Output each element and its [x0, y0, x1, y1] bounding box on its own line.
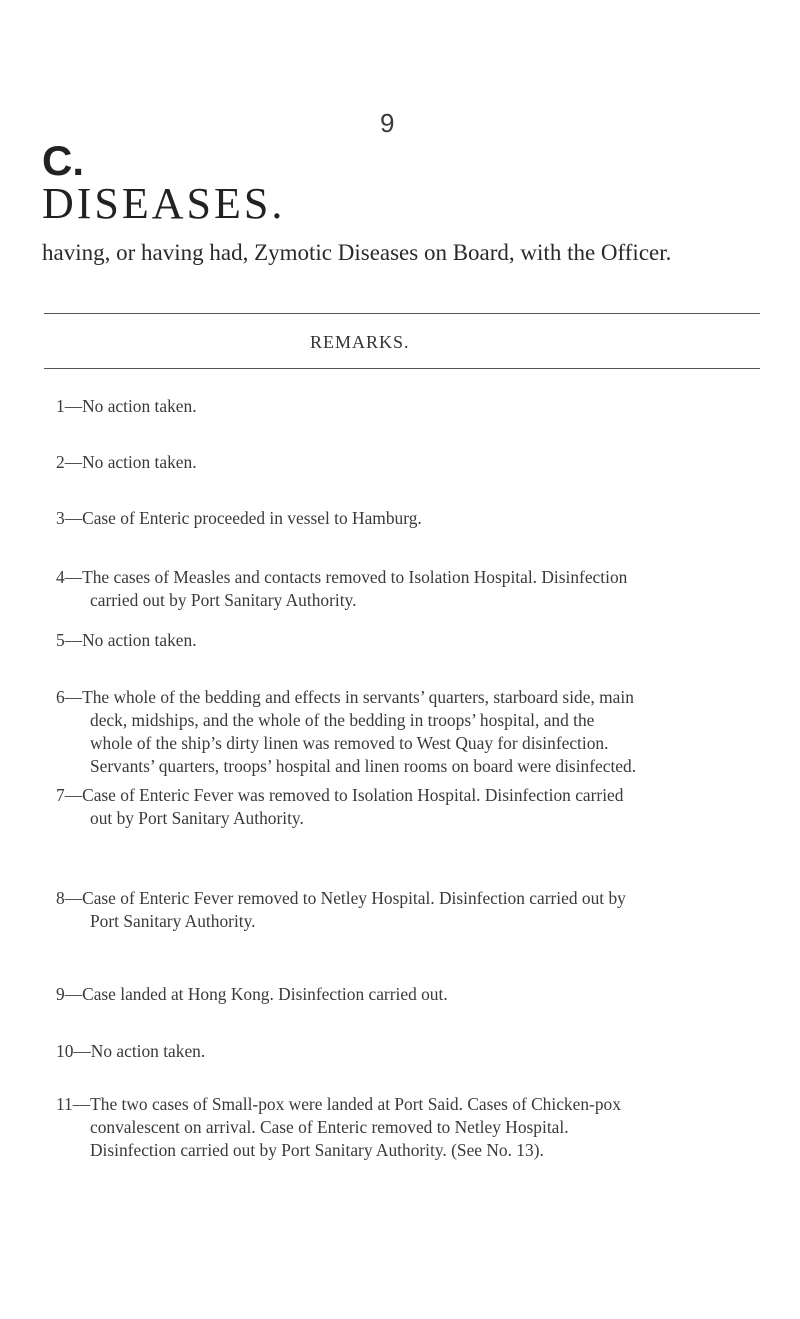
- entry-text: No action taken.: [82, 396, 197, 416]
- remark-entry-7: [56, 784, 760, 830]
- remark-entry-9: [56, 983, 760, 1006]
- entry-text: Case of Enteric Fever was removed to Isolation Hospital. Disinfection carried: [82, 785, 624, 805]
- entry-text: No action taken.: [90, 1041, 206, 1061]
- entry-text: Case of Enteric Fever removed to Netley Hospital. Disinfection carried out by: [82, 888, 626, 908]
- entry-text: Case of Enteric proceeded in vessel to Hamburg.: [82, 508, 422, 528]
- remark-entry-6: [56, 686, 760, 778]
- page-number: 9: [380, 108, 395, 138]
- entry-text-continued: Servants’ quarters, troops’ hospital and linen rooms on board were disinfected.: [90, 756, 637, 776]
- divider-top: [44, 313, 760, 314]
- entry-number: 10—: [56, 1041, 91, 1061]
- entry-text: No action taken.: [82, 452, 197, 472]
- section-title: DISEASES.: [42, 179, 286, 228]
- entry-number: 5—: [56, 630, 83, 650]
- entry-number: 4—: [56, 567, 83, 587]
- remark-entry-1: [56, 395, 760, 418]
- entry-text: The whole of the bedding and effects in servants’ quarters, starboard side, main: [82, 687, 634, 707]
- entry-number: 11—: [56, 1094, 91, 1114]
- entry-text-continued: Disinfection carried out by Port Sanitary Authority. (See No. 13).: [90, 1140, 544, 1160]
- entry-text-continued: convalescent on arrival. Case of Enteric removed to Netley Hospital.: [90, 1117, 569, 1137]
- entry-number: 6—: [56, 687, 83, 707]
- section-letter: C.: [42, 137, 84, 184]
- entry-text-continued: deck, midships, and the whole of the bedding in troops’ hospital, and the: [90, 710, 595, 730]
- divider-bottom: [44, 368, 760, 369]
- entry-number: 9—: [56, 984, 83, 1004]
- intro-text: having, or having had, Zymotic Diseases on Board, with the Officer.: [42, 240, 672, 265]
- remark-entry-10: [56, 1040, 760, 1063]
- entry-text-continued: whole of the ship’s dirty linen was removed to West Quay for disinfection.: [90, 733, 609, 753]
- entry-number: 1—: [56, 396, 83, 416]
- entry-text-continued: out by Port Sanitary Authority.: [90, 808, 304, 828]
- entry-text-continued: Port Sanitary Authority.: [90, 911, 256, 931]
- remark-entry-3: [56, 507, 760, 530]
- entry-number: 7—: [56, 785, 83, 805]
- remark-entry-8: [56, 887, 760, 933]
- entry-text-continued: carried out by Port Sanitary Authority.: [90, 590, 357, 610]
- entry-text: The cases of Measles and contacts removed to Isolation Hospital. Disinfection: [82, 567, 628, 587]
- entry-number: 8—: [56, 888, 83, 908]
- entry-number: 3—: [56, 508, 83, 528]
- remark-entry-4: [56, 566, 760, 612]
- remarks-heading: REMARKS.: [310, 332, 410, 352]
- entry-text: No action taken.: [82, 630, 197, 650]
- remark-entry-2: [56, 451, 760, 474]
- entry-number: 2—: [56, 452, 83, 472]
- entry-text: The two cases of Small-pox were landed at Port Said. Cases of Chicken-pox: [90, 1094, 621, 1114]
- entry-text: Case landed at Hong Kong. Disinfection carried out.: [82, 984, 448, 1004]
- remark-entry-11: [56, 1093, 760, 1162]
- remark-entry-5: [56, 629, 760, 652]
